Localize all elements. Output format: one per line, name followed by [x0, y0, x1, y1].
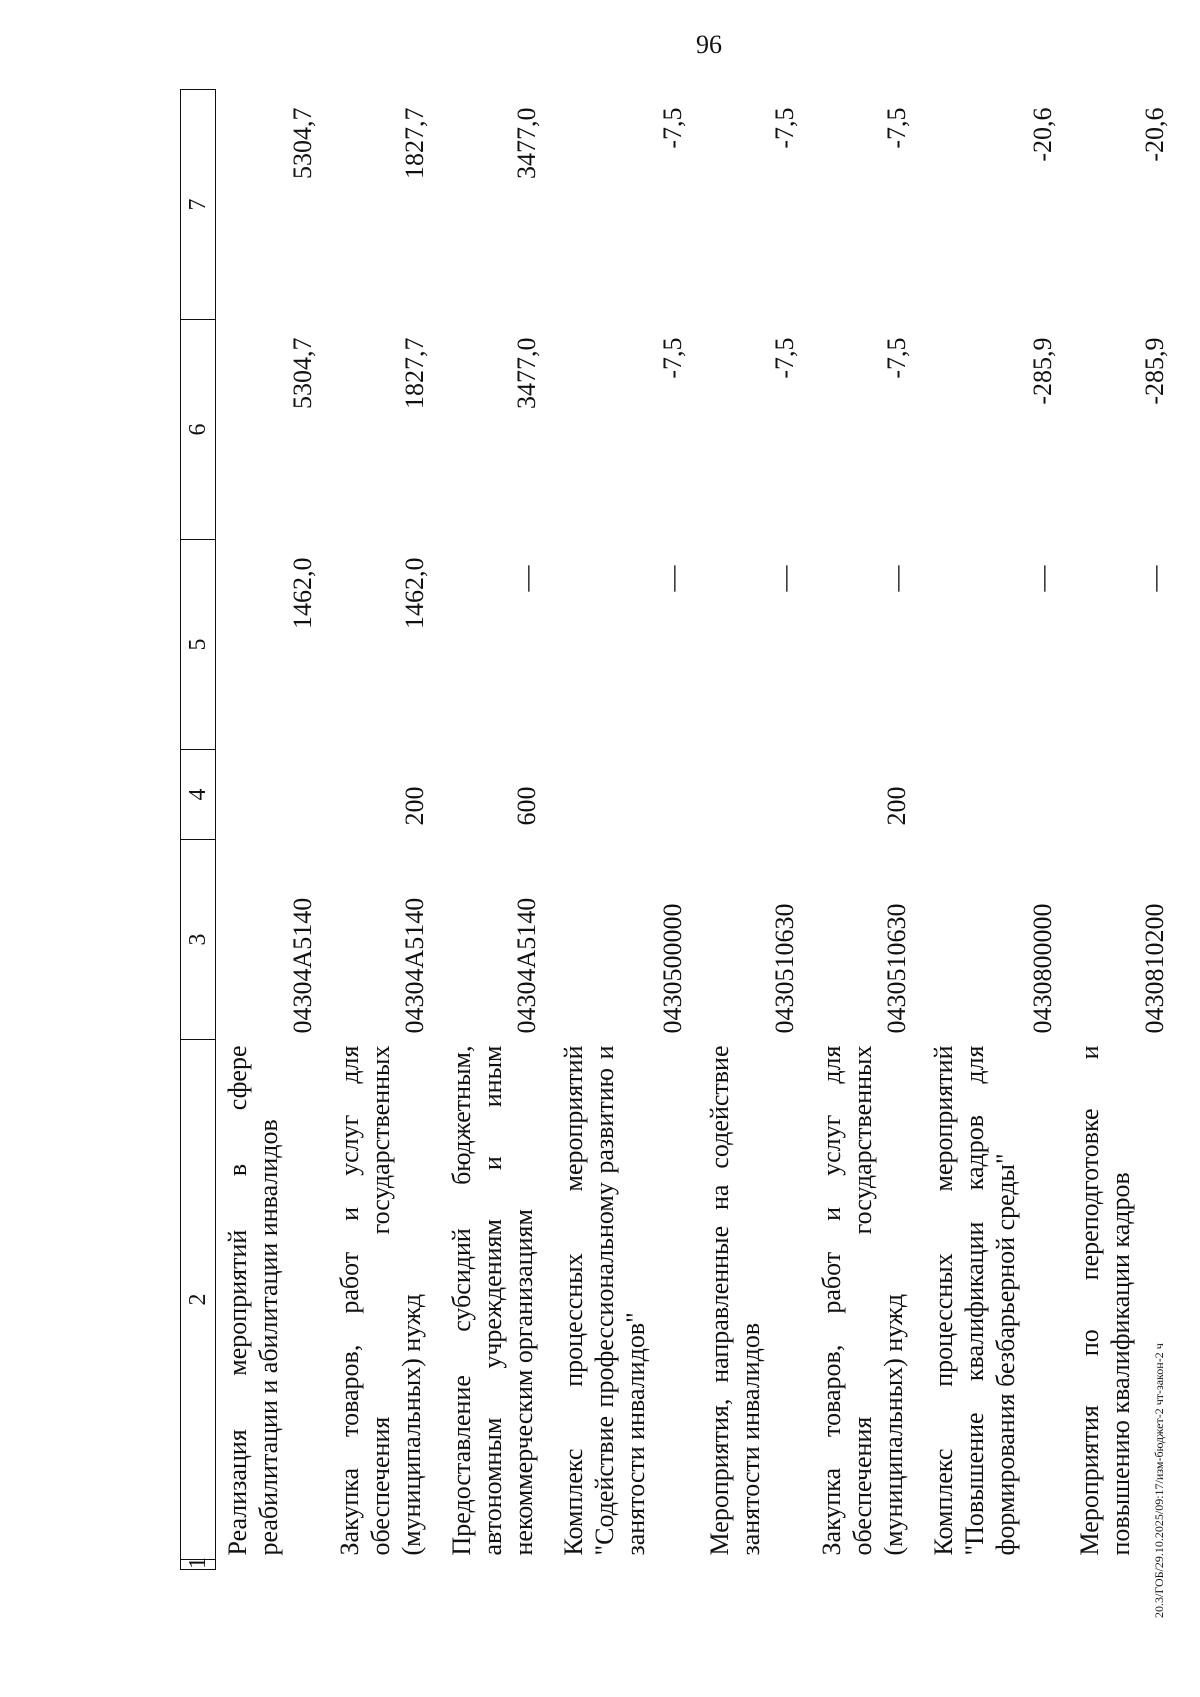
row-code: 0430510630: [769, 903, 799, 1034]
row-value-6: 1827,7: [399, 337, 429, 409]
header-col-6: 6: [181, 320, 216, 540]
budget-table-container: [180, 90, 1200, 1570]
table-row: [922, 90, 1068, 1570]
row-value-5: —: [511, 565, 541, 592]
row-value-7: 3477,0: [511, 107, 541, 179]
row-value-5: —: [1027, 565, 1057, 592]
header-col-7: 7: [181, 90, 216, 320]
row-value-6: -285,9: [1027, 337, 1057, 405]
table-row: [810, 90, 922, 1570]
row-name: Комплекс процессных мероприятий "Содействие профессиональному развитию и занятости инвалидов": [559, 1045, 651, 1556]
row-value-7: -7,5: [657, 107, 687, 149]
row-code: 0430510630: [881, 903, 911, 1034]
table-row: [328, 90, 440, 1570]
row-code: 04304А5140: [399, 897, 429, 1034]
row-type: [922, 750, 1068, 840]
header-col-1: 1: [181, 1560, 216, 1570]
row-name: Закупка товаров, работ и услуг для обеспечения государственных (муниципальных) нужд: [817, 1045, 909, 1556]
row-value-5: —: [881, 565, 911, 592]
row-value-5: 1462,0: [287, 557, 317, 629]
row-value-6: -285,9: [1139, 337, 1169, 405]
row-value-6: -7,5: [657, 337, 687, 379]
row-type: [1068, 750, 1180, 840]
header-col-2: 2: [181, 1040, 216, 1560]
row-name: Предоставление субсидий бюджетным, автономным учреждениям и иным некоммерческим организациям: [447, 1045, 539, 1556]
row-name: Мероприятия по переподготовке и повышению квалификации кадров: [1075, 1045, 1136, 1556]
budget-table: [180, 89, 1180, 1570]
row-code: 0430810200: [1139, 903, 1169, 1034]
table-header-row: [181, 90, 216, 1570]
row-value-7: -7,5: [881, 107, 911, 149]
row-code: 0430800000: [1027, 903, 1057, 1034]
row-value-7: 1827,7: [399, 107, 429, 179]
row-name: Закупка товаров, работ и услуг для обеспечения государственных (муниципальных) нужд: [335, 1045, 427, 1556]
table-row: [698, 90, 810, 1570]
row-code: 0430500000: [657, 903, 687, 1034]
row-value-6: 3477,0: [511, 337, 541, 409]
row-value-6: -7,5: [769, 337, 799, 379]
row-type: [552, 750, 698, 840]
row-value-6: 5304,7: [287, 337, 317, 409]
row-value-7: -20,6: [1027, 107, 1057, 162]
table-row: [216, 90, 329, 1570]
row-type: 200: [399, 786, 429, 826]
row-value-7: -7,5: [769, 107, 799, 149]
row-value-7: 5304,7: [287, 107, 317, 179]
row-value-5: —: [769, 565, 799, 592]
row-name: Реализация мероприятий в сфере реабилитации и абилитации инвалидов: [223, 1045, 284, 1556]
row-type: 200: [881, 786, 911, 826]
row-code: 04304А5140: [287, 897, 317, 1034]
row-value-5: —: [657, 565, 687, 592]
page-number: 96: [696, 30, 722, 59]
row-type: 600: [511, 786, 541, 826]
row-value-7: -20,6: [1139, 107, 1169, 162]
document-footer-code: 20.3/ГОБ/29.10.2025/09:17/изм-бюджет-2 чт-закон-2 ч: [1152, 1343, 1166, 1618]
row-value-5: —: [1139, 565, 1169, 592]
row-name: Комплекс процессных мероприятий "Повышение квалификации кадров для формирования безбарьерной среды": [929, 1045, 1021, 1556]
table-row: [440, 90, 552, 1570]
table-row: [552, 90, 698, 1570]
row-type: [216, 750, 329, 840]
header-col-4: 4: [181, 750, 216, 840]
header-col-5: 5: [181, 540, 216, 750]
row-value-6: -7,5: [881, 337, 911, 379]
row-value-5: 1462,0: [399, 557, 429, 629]
header-col-3: 3: [181, 840, 216, 1040]
row-code: 04304А5140: [511, 897, 541, 1034]
row-type: [698, 750, 810, 840]
row-name: Мероприятия, направленные на содействие занятости инвалидов: [705, 1045, 766, 1556]
